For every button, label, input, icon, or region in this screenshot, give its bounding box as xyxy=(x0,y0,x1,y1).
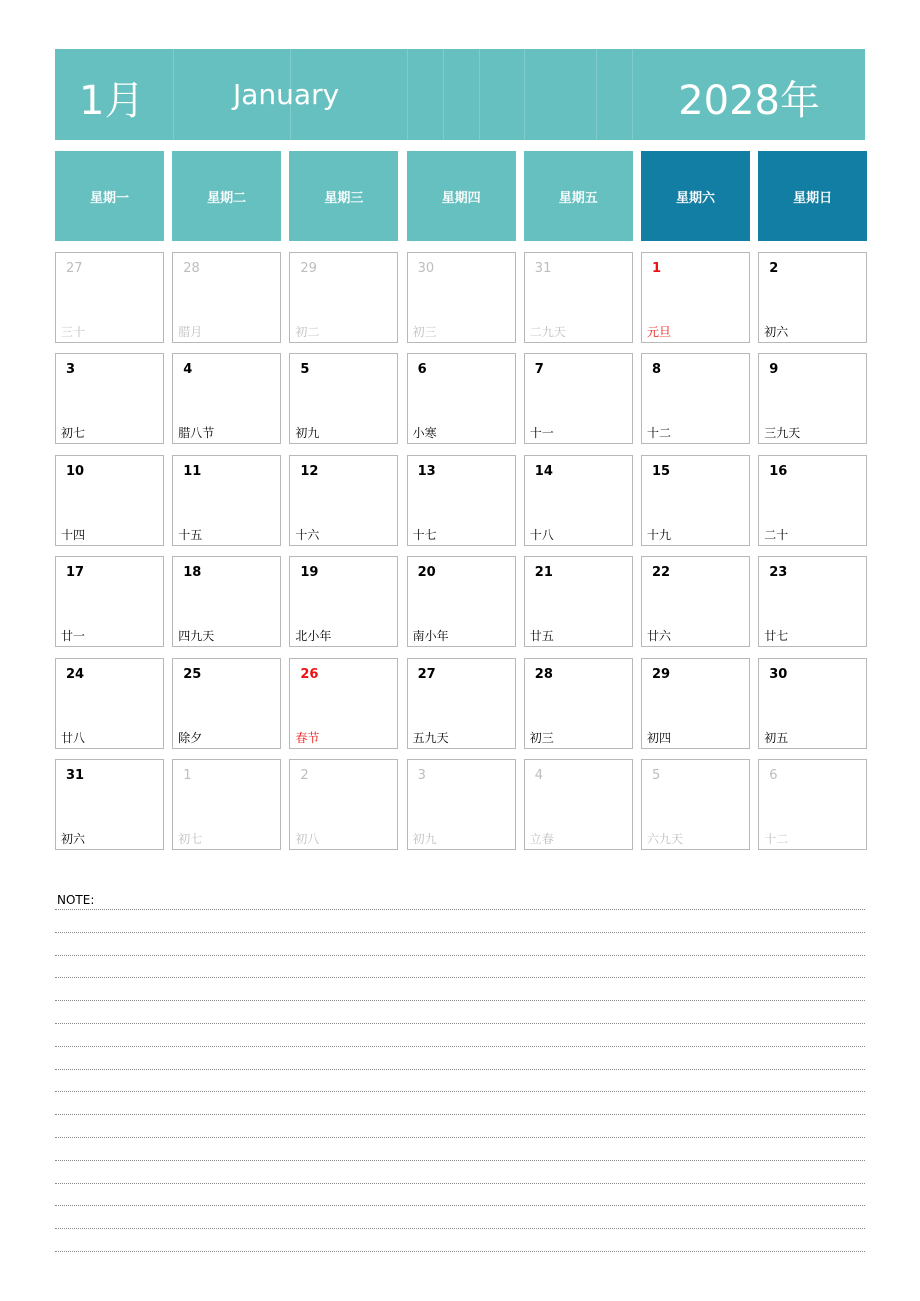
day-number: 14 xyxy=(534,463,553,479)
day-number: 2 xyxy=(769,261,779,276)
day-number: 2 xyxy=(300,768,309,783)
day-cell[interactable] xyxy=(641,353,750,444)
day-cell[interactable] xyxy=(172,353,281,444)
day-number: 16 xyxy=(769,463,788,479)
lunar-date: 除夕 xyxy=(178,730,203,745)
day-number: 28 xyxy=(534,666,553,682)
lunar-date: 初四 xyxy=(647,730,672,745)
day-cell[interactable] xyxy=(524,353,633,444)
lunar-date: 十八 xyxy=(529,527,554,542)
month-chinese: 1月 xyxy=(79,78,145,124)
day-number: 26 xyxy=(300,666,319,682)
calendar-header xyxy=(55,49,865,140)
day-cell[interactable] xyxy=(641,455,750,546)
day-number: 9 xyxy=(769,362,779,378)
day-number: 18 xyxy=(183,565,202,581)
day-cell[interactable] xyxy=(55,556,164,647)
day-number: 25 xyxy=(183,666,202,682)
day-number: 1 xyxy=(652,261,662,276)
day-number: 15 xyxy=(652,463,671,479)
day-cell[interactable] xyxy=(758,556,867,647)
day-number: 30 xyxy=(769,666,788,682)
note-line xyxy=(55,1046,865,1047)
day-number: 7 xyxy=(534,362,544,378)
note-line xyxy=(55,1069,865,1070)
lunar-date: 南小年 xyxy=(412,629,449,644)
day-cell[interactable] xyxy=(758,455,867,546)
year-label: 2028年 xyxy=(678,78,820,124)
day-number: 1 xyxy=(183,768,192,783)
day-number: 24 xyxy=(66,666,85,682)
day-cell[interactable] xyxy=(172,658,281,749)
note-line xyxy=(55,1023,865,1024)
lunar-date: 十四 xyxy=(61,527,86,542)
day-number: 4 xyxy=(534,768,544,783)
lunar-date: 廿六 xyxy=(647,629,672,644)
day-cell[interactable] xyxy=(172,455,281,546)
day-cell[interactable] xyxy=(758,759,867,850)
day-number: 8 xyxy=(652,362,662,378)
day-cell[interactable] xyxy=(407,252,516,343)
day-cell[interactable] xyxy=(289,556,398,647)
note-line xyxy=(55,909,865,910)
note-line xyxy=(55,1137,865,1138)
day-cell[interactable] xyxy=(289,353,398,444)
day-number: 27 xyxy=(417,666,436,682)
lunar-date: 四九天 xyxy=(178,629,215,644)
day-number: 21 xyxy=(534,565,553,581)
lunar-date: 十六 xyxy=(295,527,320,542)
day-cell[interactable] xyxy=(55,353,164,444)
day-cell[interactable] xyxy=(407,353,516,444)
lunar-date: 北小年 xyxy=(295,629,332,644)
lunar-date: 春节 xyxy=(295,730,320,745)
day-cell[interactable] xyxy=(172,252,281,343)
weekday-header: 星期五 xyxy=(524,151,633,241)
day-cell[interactable] xyxy=(524,252,633,343)
day-cell[interactable] xyxy=(641,252,750,343)
note-line xyxy=(55,955,865,956)
day-number: 31 xyxy=(66,768,85,783)
lunar-date: 初七 xyxy=(61,426,86,441)
note-line xyxy=(55,1251,865,1252)
lunar-date: 廿七 xyxy=(764,629,789,644)
day-cell[interactable] xyxy=(407,658,516,749)
day-cell[interactable] xyxy=(758,658,867,749)
lunar-date: 廿一 xyxy=(61,629,86,644)
day-cell[interactable] xyxy=(289,252,398,343)
lunar-date: 初八 xyxy=(295,832,320,846)
day-cell[interactable] xyxy=(407,556,516,647)
note-line xyxy=(55,1160,865,1161)
lunar-date: 腊八节 xyxy=(178,426,215,441)
day-cell[interactable] xyxy=(55,759,164,850)
note-line xyxy=(55,977,865,978)
note-line xyxy=(55,1228,865,1229)
lunar-date: 十七 xyxy=(412,527,437,542)
day-number: 29 xyxy=(300,261,317,276)
lunar-date: 三九天 xyxy=(764,426,801,441)
day-number: 10 xyxy=(66,463,85,479)
lunar-date: 二十 xyxy=(764,527,789,542)
note-line xyxy=(55,932,865,933)
lunar-date: 初七 xyxy=(178,832,203,846)
day-cell[interactable] xyxy=(289,455,398,546)
weekday-header: 星期一 xyxy=(55,151,164,241)
lunar-date: 腊月 xyxy=(178,325,203,339)
day-cell[interactable] xyxy=(289,658,398,749)
note-line xyxy=(55,1205,865,1206)
lunar-date: 十一 xyxy=(529,426,554,441)
day-number: 5 xyxy=(652,768,661,783)
lunar-date: 十五 xyxy=(178,527,203,542)
day-cell[interactable] xyxy=(55,252,164,343)
lunar-date: 十二 xyxy=(764,832,789,846)
lunar-date: 初九 xyxy=(295,426,320,441)
day-number: 3 xyxy=(417,768,426,783)
day-number: 6 xyxy=(417,362,427,378)
day-number: 29 xyxy=(652,666,671,682)
day-number: 13 xyxy=(417,463,436,479)
lunar-date: 初二 xyxy=(295,325,320,339)
day-cell[interactable] xyxy=(407,759,516,850)
day-number: 30 xyxy=(417,261,435,276)
day-cell[interactable] xyxy=(524,759,633,850)
day-number: 23 xyxy=(769,565,788,581)
day-number: 6 xyxy=(769,768,778,783)
day-number: 3 xyxy=(66,362,76,378)
lunar-date: 廿八 xyxy=(61,730,86,745)
note-label: NOTE: xyxy=(57,893,95,907)
day-cell[interactable] xyxy=(524,556,633,647)
day-cell[interactable] xyxy=(524,455,633,546)
lunar-date: 初三 xyxy=(412,325,437,339)
day-cell[interactable] xyxy=(172,556,281,647)
day-number: 20 xyxy=(417,565,436,581)
day-cell[interactable] xyxy=(55,455,164,546)
lunar-date: 初六 xyxy=(764,325,789,339)
weekday-header: 星期四 xyxy=(407,151,516,241)
lunar-date: 初三 xyxy=(529,730,554,745)
lunar-date: 立春 xyxy=(529,832,554,846)
lunar-date: 三十 xyxy=(61,325,86,339)
lunar-date: 初五 xyxy=(764,730,789,745)
lunar-date: 廿五 xyxy=(529,629,554,644)
day-cell[interactable] xyxy=(55,658,164,749)
lunar-date: 初六 xyxy=(61,832,86,846)
note-line xyxy=(55,1114,865,1115)
lunar-date: 二九天 xyxy=(529,325,566,339)
lunar-date: 小寒 xyxy=(412,426,437,441)
weekday-header: 星期日 xyxy=(758,151,867,241)
day-cell[interactable] xyxy=(289,759,398,850)
day-number: 28 xyxy=(183,261,200,276)
lunar-date: 十九 xyxy=(647,527,672,542)
month-english: January xyxy=(233,78,340,111)
day-number: 31 xyxy=(534,261,552,276)
weekday-header: 星期六 xyxy=(641,151,750,241)
lunar-date: 五九天 xyxy=(412,730,449,745)
day-cell[interactable] xyxy=(524,658,633,749)
weekday-header: 星期三 xyxy=(289,151,398,241)
lunar-date: 十二 xyxy=(647,426,672,441)
day-number: 11 xyxy=(183,463,202,479)
day-number: 27 xyxy=(66,261,83,276)
lunar-date: 六九天 xyxy=(647,832,684,846)
day-number: 19 xyxy=(300,565,319,581)
day-cell[interactable] xyxy=(758,252,867,343)
note-line xyxy=(55,1183,865,1184)
lunar-date: 初九 xyxy=(412,832,437,846)
day-cell[interactable] xyxy=(758,353,867,444)
day-number: 12 xyxy=(300,463,319,479)
weekday-header: 星期二 xyxy=(172,151,281,241)
day-cell[interactable] xyxy=(641,556,750,647)
day-cell[interactable] xyxy=(641,759,750,850)
day-number: 22 xyxy=(652,565,671,581)
day-cell[interactable] xyxy=(172,759,281,850)
day-cell[interactable] xyxy=(641,658,750,749)
note-line xyxy=(55,1000,865,1001)
day-number: 4 xyxy=(183,362,193,378)
note-line xyxy=(55,1091,865,1092)
day-number: 5 xyxy=(300,362,310,378)
day-cell[interactable] xyxy=(407,455,516,546)
lunar-date: 元旦 xyxy=(647,325,672,339)
day-number: 17 xyxy=(66,565,85,581)
